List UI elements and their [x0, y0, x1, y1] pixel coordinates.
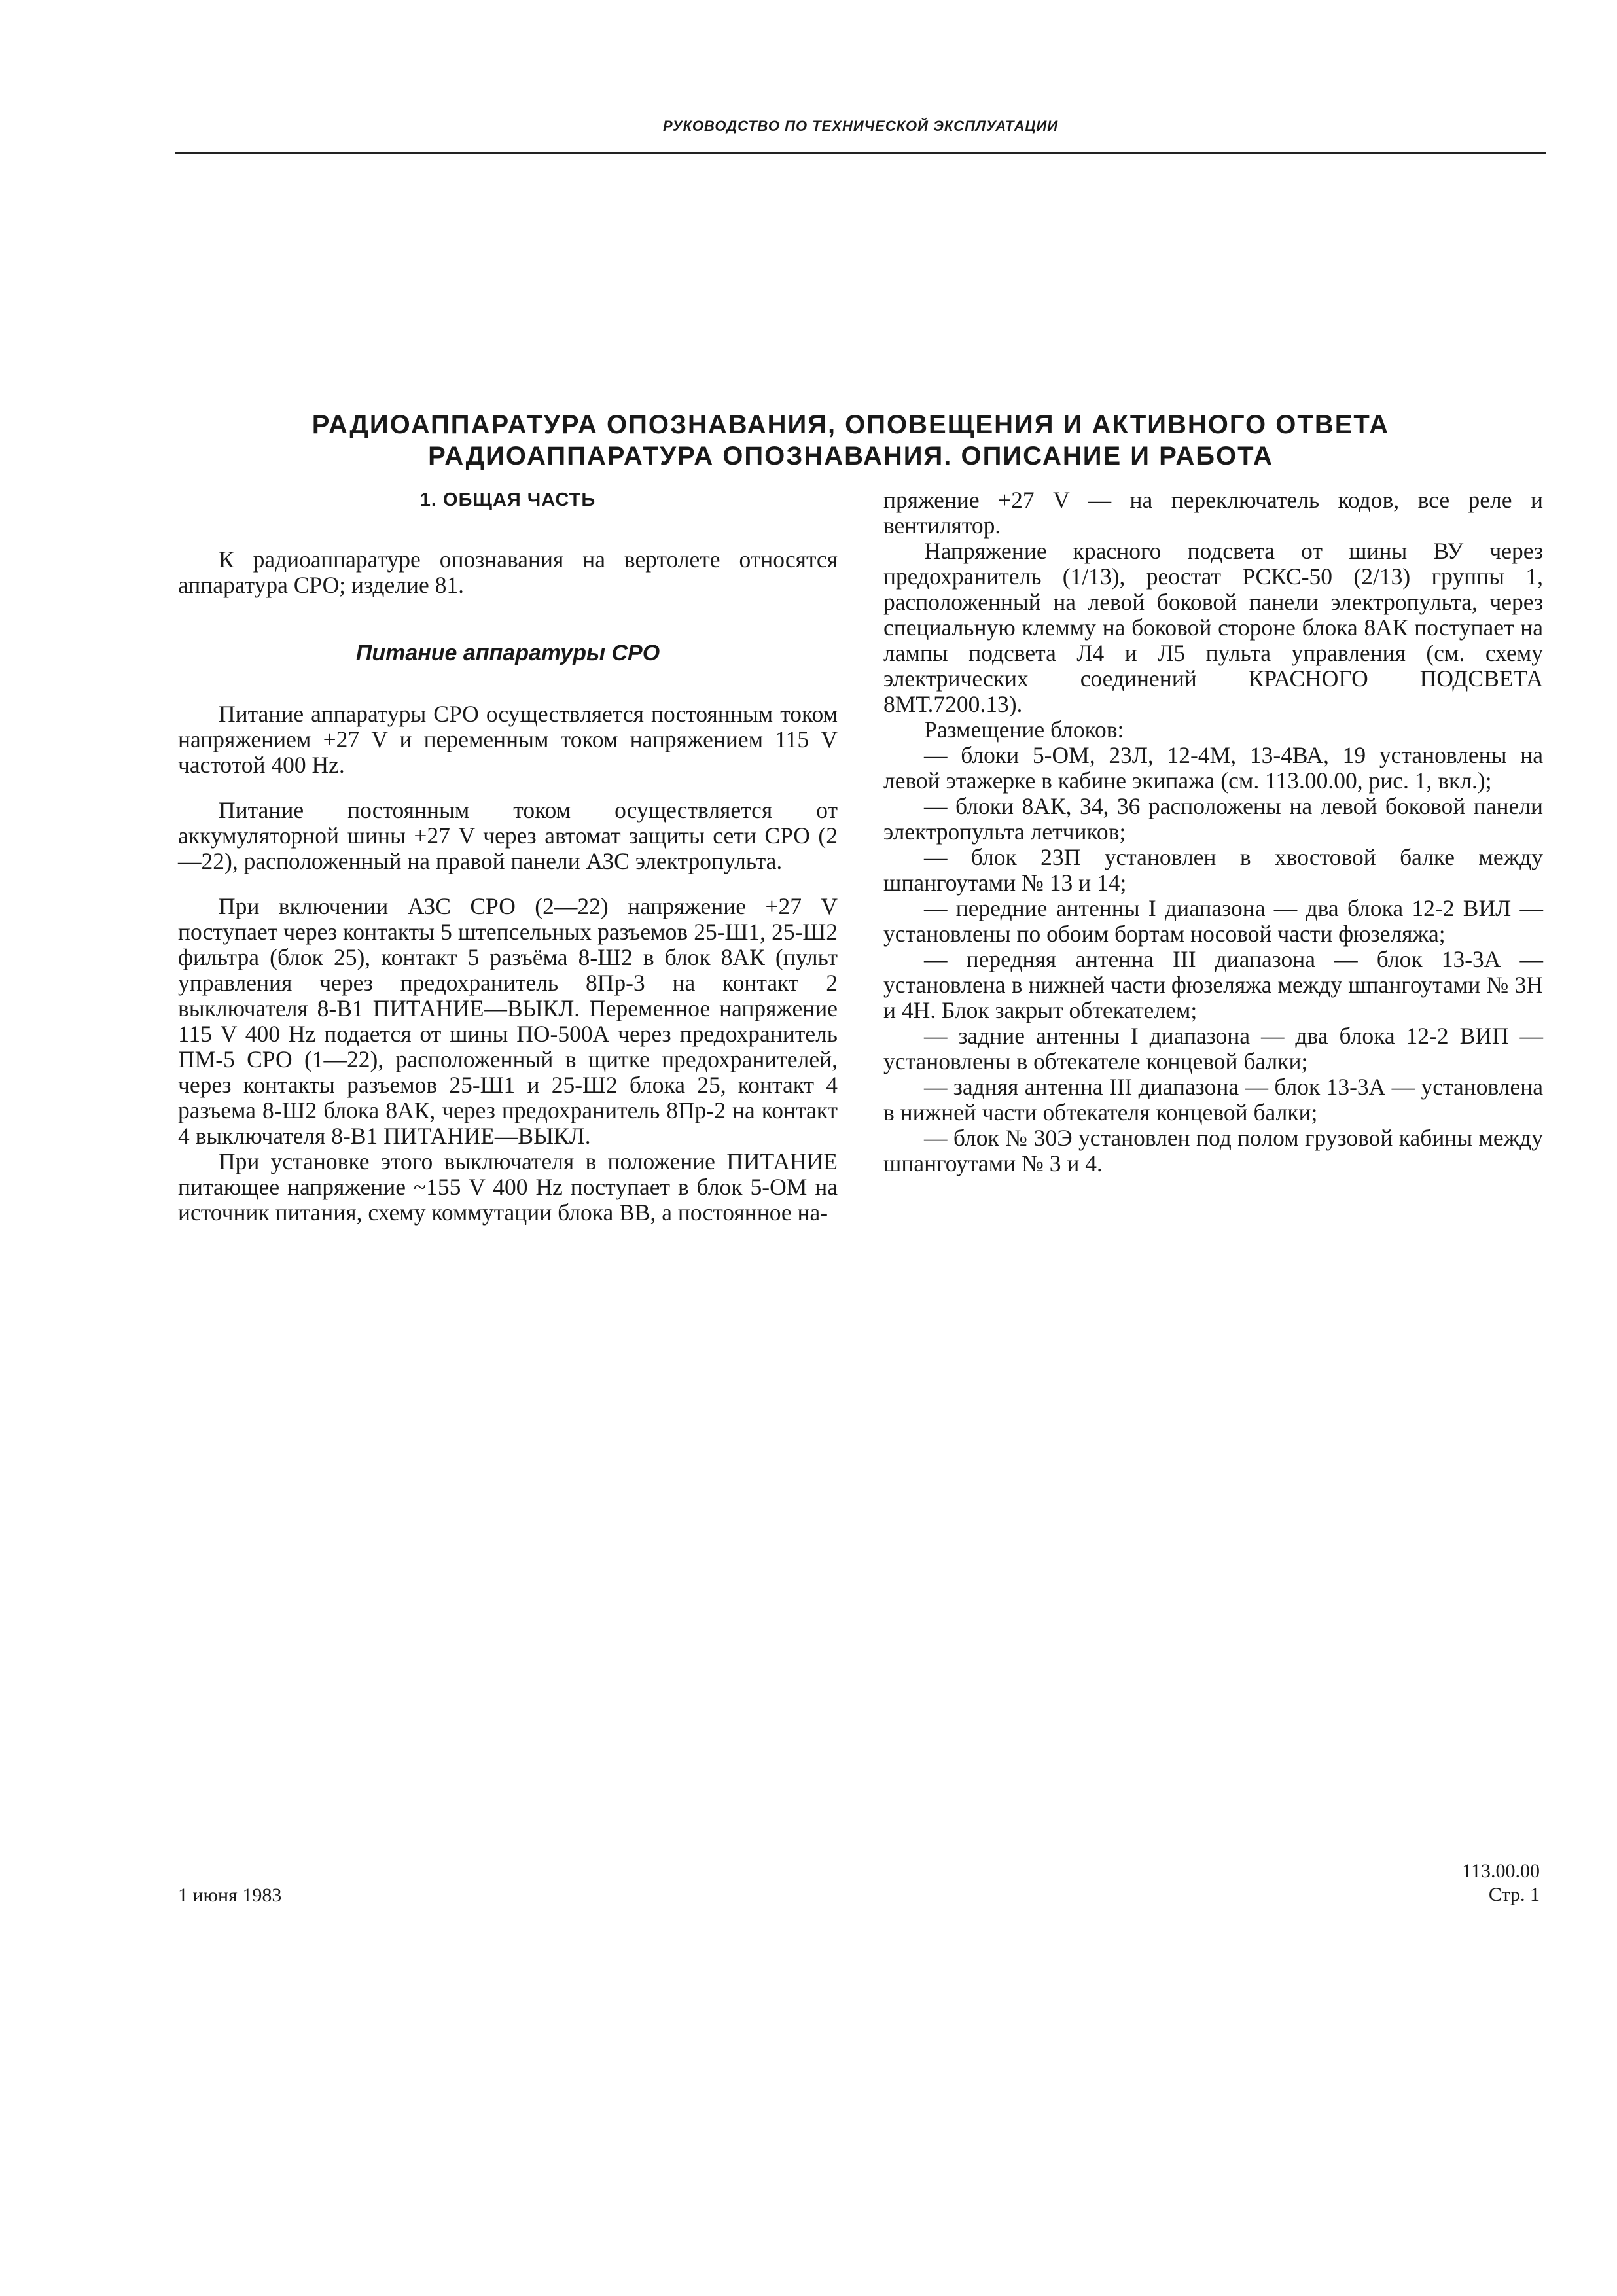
- left-column: [178, 487, 838, 1226]
- list-item: — блок 23П установлен в хвостовой балке между шпангоутами № 13 и 14;: [883, 844, 1543, 896]
- document-title: [236, 409, 1466, 472]
- paragraph: пряжение +27 V — на переключатель кодов, все реле и вентилятор.: [883, 487, 1543, 539]
- list-item: — блок № 30Э установлен под полом грузовой кабины между шпангоутами № 3 и 4.: [883, 1125, 1543, 1176]
- paragraph: При установке этого выключателя в положение ПИТАНИЕ питающее напряжение ~155 V 400 Hz поступает в блок 5-ОМ на источник питания, схему коммутации блока ВВ, а постоянное на-: [178, 1148, 838, 1226]
- footer-date: 1 июня 1983: [178, 1884, 282, 1906]
- paragraph: К радиоаппаратуре опознавания на вертолете относятся аппаратура СРО; изделие 81.: [178, 546, 838, 598]
- list-item: — блоки 5-ОМ, 23Л, 12-4М, 13-4ВА, 19 установлены на левой этажерке в кабине экипажа (см. 113.00.00, рис. 1, вкл.);: [883, 742, 1543, 794]
- title-line-2: РАДИОАППАРАТУРА ОПОЗНАВАНИЯ. ОПИСАНИЕ И РАБОТА: [428, 442, 1273, 470]
- paragraph: Питание аппаратуры СРО осуществляется постоянным током напряжением +27 V и переменным током напряжением 115 V частотой 400 Hz.: [178, 701, 838, 778]
- list-item: — передняя антенна III диапазона — блок 13-3А — установлена в нижней части фюзеляжа между шпангоутами № 3Н и 4Н. Блок закрыт обтекателем;: [883, 946, 1543, 1023]
- list-item: — передние антенны I диапазона — два блока 12-2 ВИЛ — установлены по обоим бортам носовой части фюзеляжа;: [883, 895, 1543, 947]
- footer-reference: [1462, 1860, 1540, 1907]
- title-line-1: РАДИОАППАРАТУРА ОПОЗНАВАНИЯ, ОПОВЕЩЕНИЯ И АКТИВНОГО ОТВЕТА: [311, 410, 1390, 439]
- list-item: — блоки 8АК, 34, 36 расположены на левой боковой панели электропульта летчиков;: [883, 793, 1543, 845]
- list-item: — задняя антенна III диапазона — блок 13-3А — установлена в нижней части обтекателя концевой балки;: [883, 1074, 1543, 1125]
- right-column: [883, 487, 1543, 1176]
- header-rule: [175, 152, 1546, 154]
- subsection-heading: Питание аппаратуры СРО: [355, 641, 660, 665]
- page-number: Стр. 1: [1488, 1884, 1540, 1905]
- running-header: РУКОВОДСТВО ПО ТЕХНИЧЕСКОЙ ЭКСПЛУАТАЦИИ: [662, 118, 1059, 134]
- paragraph: Размещение блоков:: [924, 716, 1124, 743]
- section-heading: 1. ОБЩАЯ ЧАСТЬ: [419, 489, 596, 510]
- paragraph: При включении АЗС СРО (2—22) напряжение +27 V поступает через контакты 5 штепсельных разъемов 25-Ш1, 25-Ш2 фильтра (блок 25), контакт 5 разъёма 8-Ш2 в блок 8АК (пульт управления через предохранитель 8Пр-3 на контакт 2 выключателя 8-В1 ПИТАНИЕ—ВЫКЛ. Переменное напряжение 115 V 400 Hz подается от шины ПО-500А через предохранитель ПМ-5 СРО (1—22), расположенный в щитке предохранителей, через контакты разъемов 25-Ш1 и 25-Ш2 блока 25, контакт 4 разъема 8-Ш2 блока 8АК, через предохранитель 8Пр-2 на контакт 4 выключателя 8-В1 ПИТАНИЕ—ВЫКЛ.: [178, 893, 838, 1149]
- document-number: 113.00.00: [1462, 1860, 1540, 1882]
- paragraph: Питание постоянным током осуществляется от аккумуляторной шины +27 V через автомат защиты сети СРО (2—22), расположенный на правой панели АЗС электропульта.: [178, 797, 838, 874]
- paragraph: Напряжение красного подсвета от шины ВУ через предохранитель (1/13), реостат РСКС-50 (2/13) группы 1, расположенный на левой боковой панели электропульта, через специальную клемму на боковой стороне блока 8АК поступает на лампы подсвета Л4 и Л5 пульта управления (см. схему электрических соединений КРАСНОГО ПОДСВЕТА 8МТ.7200.13).: [883, 538, 1543, 717]
- list-item: — задние антенны I диапазона — два блока 12-2 ВИП — установлены в обтекателе концевой балки;: [883, 1023, 1543, 1074]
